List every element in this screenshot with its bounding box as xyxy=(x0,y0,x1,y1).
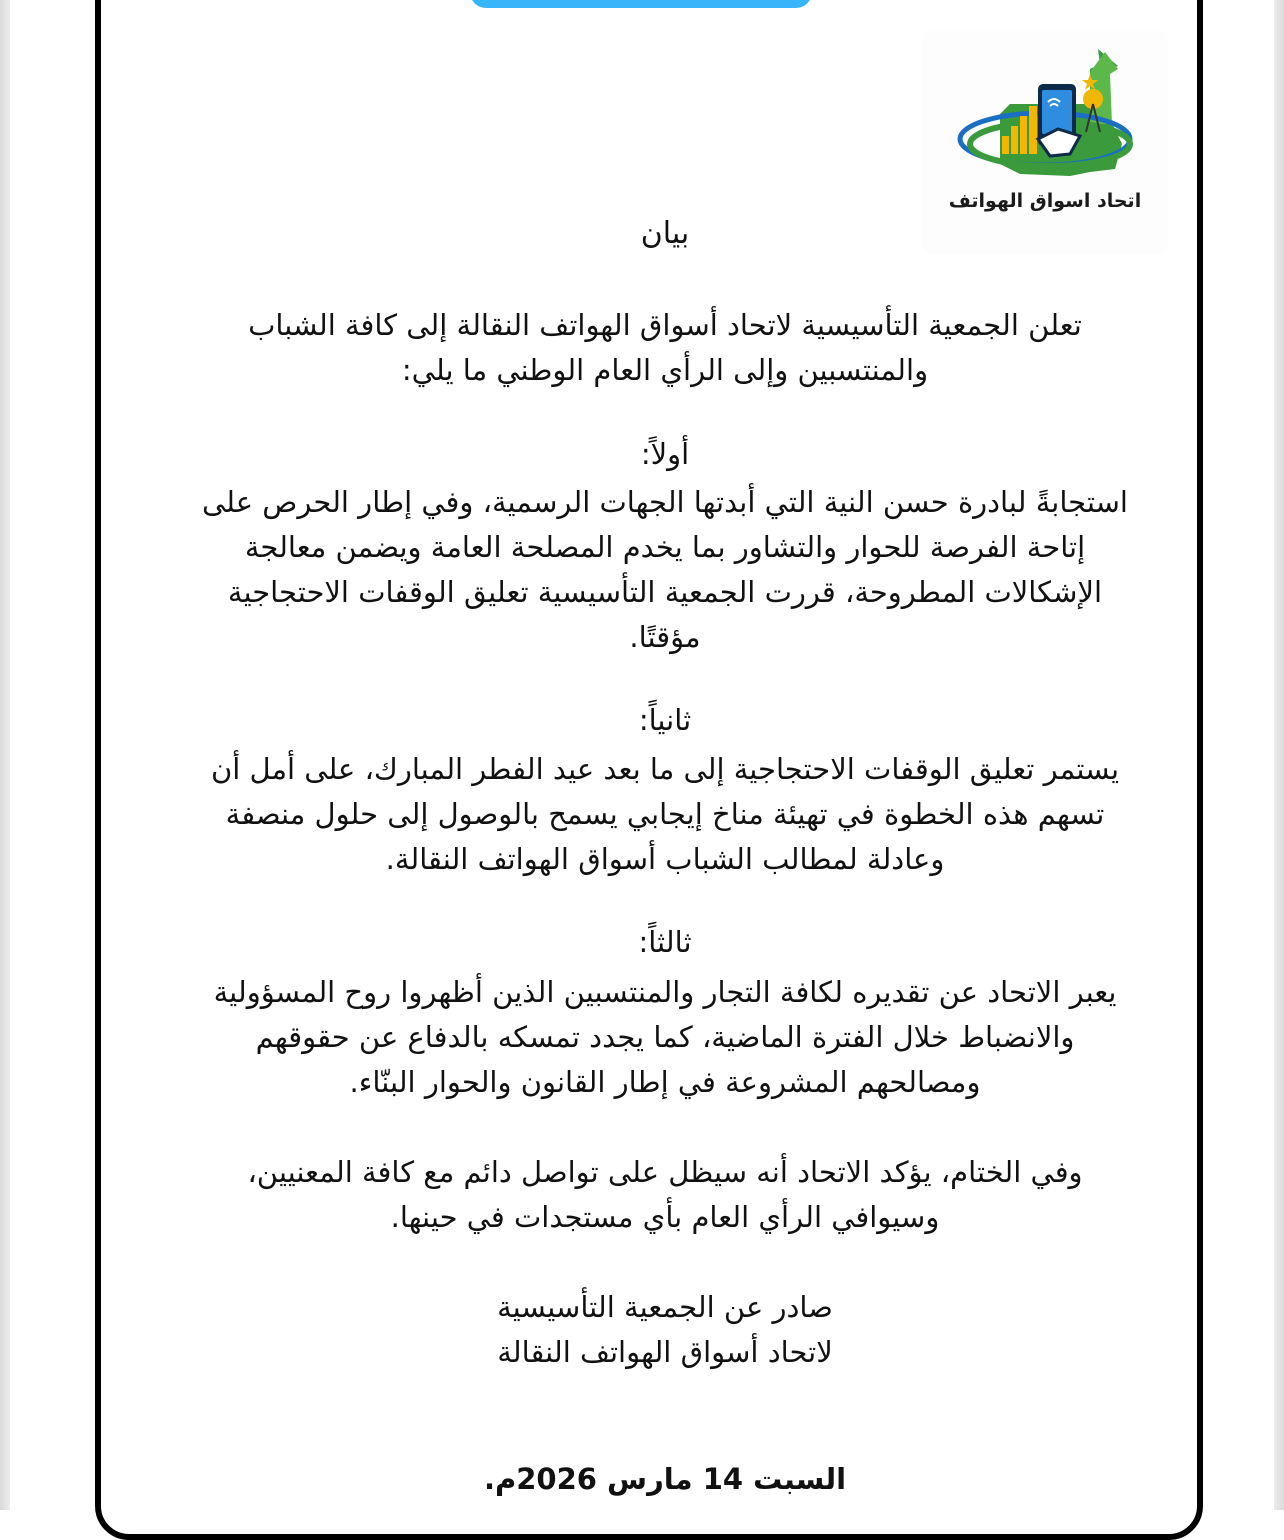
paragraph-line: والانضباط خلال الفترة الماضية، كما يجدد تمسكه بالدفاع عن حقوقهم xyxy=(255,1020,1075,1054)
paragraph-line: يعبر الاتحاد عن تقديره لكافة التجار والمنتسبين الذين أظهروا روح المسؤولية xyxy=(213,975,1117,1009)
union-logo-icon xyxy=(950,44,1140,184)
document-date: السبت 14 مارس 2026م. xyxy=(483,1462,847,1496)
paragraph-line: استجابةً لبادرة حسن النية التي أبدتها الجهات الرسمية، وفي إطار الحرص على xyxy=(202,485,1128,519)
paragraph-line: ومصالحهم المشروعة في إطار القانون والحوار البنّاء. xyxy=(349,1065,981,1099)
closing-line: وسيوافي الرأي العام بأي مستجدات في حينها. xyxy=(390,1200,940,1234)
section-heading-first: أولاً: xyxy=(640,437,690,471)
section-paragraph-third xyxy=(160,970,1170,1105)
signature-block xyxy=(160,1285,1170,1375)
section-paragraph-second xyxy=(160,747,1170,882)
signature-line: صادر عن الجمعية التأسيسية xyxy=(497,1290,833,1324)
paragraph-line: مؤقتًا. xyxy=(629,620,701,654)
intro-line: والمنتسبين وإلى الرأي العام الوطني ما يلي: xyxy=(401,353,929,387)
intro-line: تعلن الجمعية التأسيسية لاتحاد أسواق الهواتف النقالة إلى كافة الشباب xyxy=(248,308,1082,342)
left-edge-shadow xyxy=(0,0,10,1510)
section-paragraph-first xyxy=(160,480,1170,660)
right-edge-shadow xyxy=(1274,0,1284,1510)
logo-caption: اتحاد اسواق الهواتف xyxy=(948,190,1142,212)
section-heading-third: ثالثاً: xyxy=(638,925,692,959)
document-title: بيان xyxy=(640,216,690,251)
paragraph-line: الإشكالات المطروحة، قررت الجمعية التأسيسية تعليق الوقفات الاحتجاجية xyxy=(227,575,1103,609)
section-heading-second: ثانياً: xyxy=(638,703,692,737)
top-tab-bar xyxy=(470,0,812,8)
signature-line: لاتحاد أسواق الهواتف النقالة xyxy=(497,1335,833,1369)
closing-line: وفي الختام، يؤكد الاتحاد أنه سيظل على تواصل دائم مع كافة المعنيين، xyxy=(247,1155,1083,1189)
paragraph-line: يستمر تعليق الوقفات الاحتجاجية إلى ما بعد عيد الفطر المبارك، على أمل أن xyxy=(210,752,1120,786)
intro-paragraph xyxy=(160,303,1170,393)
paragraph-line: وعادلة لمطالب الشباب أسواق الهواتف النقالة. xyxy=(385,842,945,876)
paragraph-line: تسهم هذه الخطوة في تهيئة مناخ إيجابي يسمح بالوصول إلى حلول منصفة xyxy=(225,797,1105,831)
closing-paragraph xyxy=(160,1150,1170,1240)
paragraph-line: إتاحة الفرصة للحوار والتشاور بما يخدم المصلحة العامة ويضمن معالجة xyxy=(244,530,1086,564)
